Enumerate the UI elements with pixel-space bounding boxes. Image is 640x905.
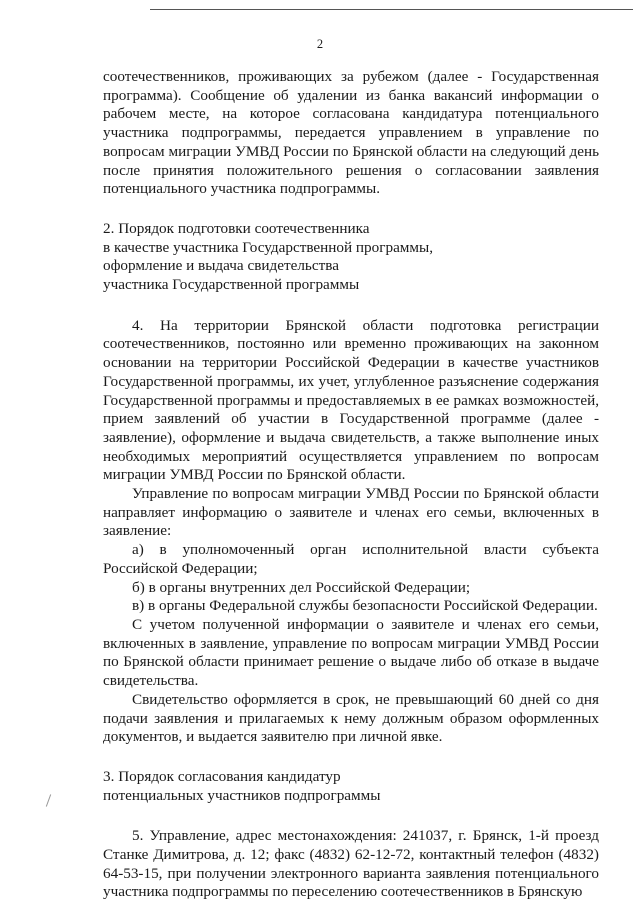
scan-mark [46,794,51,807]
list-item: в) в органы Федеральной службы безопасности Российской Федерации. [132,597,598,615]
section-2-heading-line: в качестве участника Государственной программы, [103,238,434,256]
spacer [103,199,599,220]
document-body [103,68,599,902]
spacer [103,805,599,827]
paragraph-4: 4. На территории Брянской области подготовка регистрации соотечественников, постоянно или временно проживающих на законном основании на территории Российской Федерации в качестве участников Государственной программы, их учет, углубленное разъяснение содержания Государственной программы и предоставляемых в ее рамках возможностей, прием заявлений об участии в Государственной программе (далее - заявление), оформление и выдача свидетельств, а также выполнение иных необходимых мероприятий осуществляется управлением по вопросам миграции УМВД России по Брянской области. [103,316,599,484]
paragraph-decision: С учетом полученной информации о заявителе и членах его семьи, включенных в заявление, управление по вопросам миграции УМВД России по Брянской области принимает решение о выдаче либо об отказе в выдаче свидетельства. [103,615,599,690]
paragraph-certificate: Свидетельство оформляется в срок, не превышающий 60 дней со дня подачи заявления и прилагаемых к нему должным образом оформленных документов, и выдается заявителю при личной явке. [103,690,599,746]
intro-paragraph: соотечественников, проживающих за рубежом (далее - Государственная программа). Сообщение об удалении из банка вакансий информации о рабочем месте, на которое согласована кандидатура потенциального участника подпрограммы, передается управлением в управление по вопросам миграции УМВД России по Брянской области на следующий день после принятия положительного решения о согласовании заявления потенциального участника подпрограммы. [103,68,599,198]
section-2-heading-line: участника Государственной программы [103,276,360,294]
section-3-heading-line: потенциальных участников подпрограммы [103,786,381,804]
spacer [103,747,599,768]
section-3-heading-line: 3. Порядок согласования кандидатур [103,767,341,785]
top-border-line [150,9,633,10]
spacer [103,295,599,317]
paragraph-recipients: Управление по вопросам миграции УМВД России по Брянской области направляет информацию о заявителе и членах его семьи, включенных в заявление: [103,485,599,540]
page-number: 2 [316,37,324,51]
list-item: б) в органы внутренних дел Российской Федерации; [132,578,471,596]
section-2-heading-line: оформление и выдача свидетельства [103,257,339,275]
paragraph-5: 5. Управление, адрес местонахождения: 241037, г. Брянск, 1-й проезд Станке Димитрова, д. 12; факс (4832) 62-12-72, контактный телефон (4832) 64-53-15, при получении электронного варианта заявления потенциального участника подпрограммы по переселению соотечественников в Брянскую [103,827,599,901]
list-item: а) в уполномоченный орган исполнительной власти субъекта Российской Федерации; [103,541,599,577]
section-2-heading-line: 2. Порядок подготовки соотечественника [103,219,370,237]
